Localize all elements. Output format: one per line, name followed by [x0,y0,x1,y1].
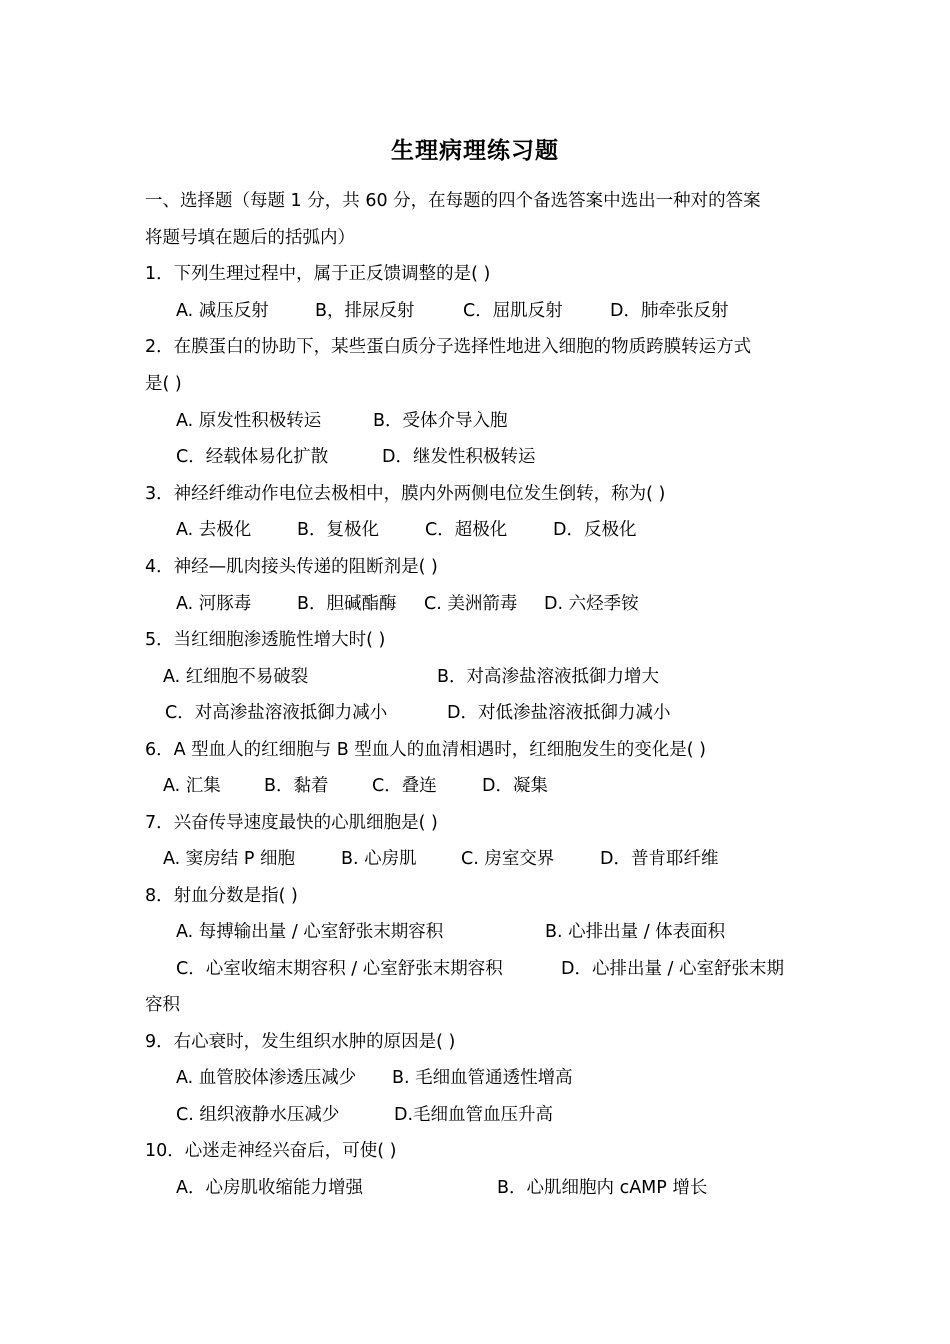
question-4-option-b: B．胆碱酯酶 [297,594,397,614]
question-4-option-d: D. 六烃季铵 [544,594,639,614]
question-8-option-d-wrap: 容积 [145,995,180,1015]
question-1-option-c: C．屈肌反射 [463,301,563,321]
question-3-option-a: A. 去极化 [176,520,252,540]
question-9-option-a: A. 血管胶体渗透压减少 [176,1068,357,1088]
question-7-option-c: C. 房室交界 [461,849,555,869]
question-3-stem: 3．神经纤维动作电位去极相中，膜内外两侧电位发生倒转，称为( ) [145,484,666,504]
question-6-stem: 6．A 型血人的红细胞与 B 型血人的血清相遇时，红细胞发生的变化是( ) [145,740,707,760]
question-5-option-a: A. 红细胞不易破裂 [163,667,309,687]
question-2-option-a: A. 原发性积极转运 [176,411,322,431]
question-8-stem: 8．射血分数是指( ) [145,886,298,906]
question-8-option-b: B. 心排出量 / 体表面积 [545,922,726,942]
question-2-option-b: B．受体介导入胞 [373,411,508,431]
question-2-stem: 2．在膜蛋白的协助下，某些蛋白质分子选择性地进入细胞的物质跨膜转运方式 [145,337,752,357]
question-8-option-c: C．心室收缩末期容积 / 心室舒张末期容积 [176,959,503,979]
section-instructions-line2: 将题号填在题后的括弧内） [145,228,355,248]
question-5-stem: 5．当红细胞渗透脆性增大时( ) [145,630,386,650]
question-7-option-b: B. 心房肌 [341,849,417,869]
question-10-option-b: B．心肌细胞内 cAMP 增长 [497,1178,708,1198]
question-3-option-b: B．复极化 [297,520,380,540]
question-6-option-a: A. 汇集 [163,776,221,796]
question-7-option-d: D．普肯耶纤维 [600,849,719,869]
question-1-option-d: D．肺牵张反射 [610,301,729,321]
question-5-option-b: B．对高渗盐溶液抵御力增大 [437,667,660,687]
question-9-stem: 9．右心衰时，发生组织水肿的原因是( ) [145,1032,456,1052]
question-9-option-b: B. 毛细血管通透性增高 [392,1068,573,1088]
question-6-option-d: D．凝集 [482,776,548,796]
question-8-option-d: D．心排出量 / 心室舒张末期 [561,959,784,979]
question-1-option-a: A. 减压反射 [176,301,269,321]
question-7-stem: 7．兴奋传导速度最快的心肌细胞是( ) [145,813,438,833]
question-1-option-b: B，排尿反射 [315,301,415,321]
question-4-stem: 4．神经—肌肉接头传递的阻断剂是( ) [145,557,438,577]
question-2-option-c: C．经载体易化扩散 [176,447,329,467]
question-4-option-c: C. 美洲箭毒 [424,594,518,614]
question-7-option-a: A. 窦房结 P 细胞 [163,849,295,869]
question-10-stem: 10．心迷走神经兴奋后，可使( ) [145,1141,397,1161]
question-5-option-c: C．对高渗盐溶液抵御力减小 [165,703,388,723]
section-instructions-line1: 一、选择题（每题 1 分，共 60 分，在每题的四个备选答案中选出一种对的答案 [145,191,761,211]
question-2-stem-continued: 是( ) [145,374,182,394]
question-6-option-c: C．叠连 [372,776,437,796]
question-3-option-d: D．反极化 [553,520,637,540]
question-9-option-d: D.毛细血管血压升高 [394,1105,554,1125]
question-2-option-d: D．继发性积极转运 [382,447,536,467]
question-10-option-a: A．心房肌收缩能力增强 [176,1178,363,1198]
question-6-option-b: B．黏着 [264,776,329,796]
question-9-option-c: C. 组织液静水压减少 [176,1105,340,1125]
question-3-option-c: C．超极化 [425,520,508,540]
question-1-stem: 1．下列生理过程中，属于正反馈调整的是( ) [145,264,491,284]
question-5-option-d: D．对低渗盐溶液抵御力减小 [447,703,671,723]
question-4-option-a: A. 河豚毒 [176,594,252,614]
page-title: 生理病理练习题 [391,138,559,164]
question-8-option-a: A. 每搏输出量 / 心室舒张末期容积 [176,922,444,942]
